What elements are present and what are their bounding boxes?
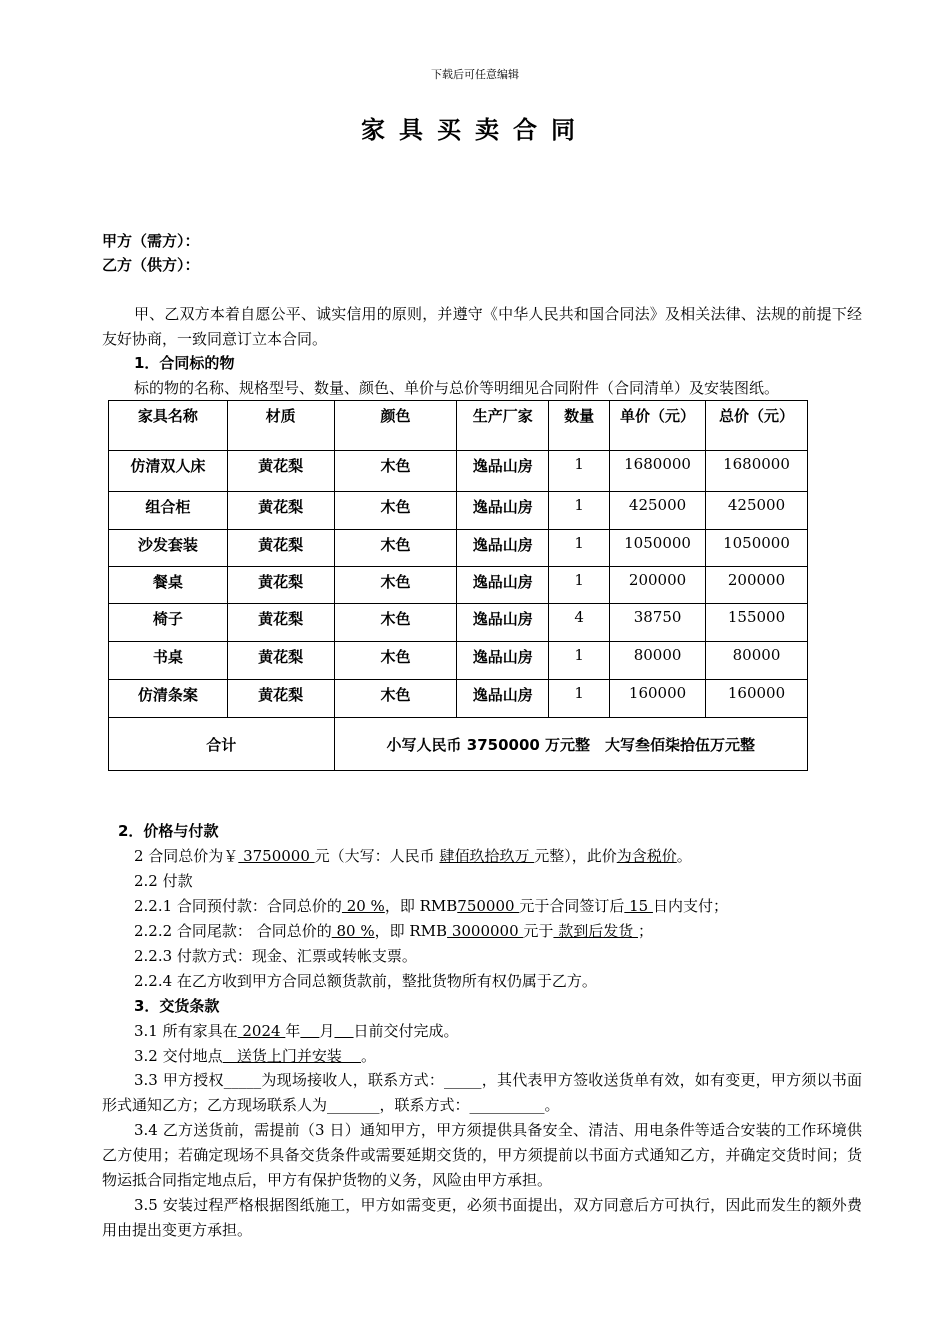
- table-cell: 黄花梨: [227, 680, 334, 718]
- table-cell: 160000: [706, 680, 808, 718]
- table-row: [109, 642, 808, 680]
- table-cell: 4: [549, 604, 610, 642]
- table-cell: 80000: [610, 642, 706, 680]
- payment-heading: 2.2 付款: [134, 872, 193, 890]
- delivery-date-line: 3.1 所有家具在 2024 年 月 日前交付完成。: [134, 1022, 459, 1040]
- party-b-label: 乙方（供方）：: [102, 256, 200, 274]
- table-row: [109, 492, 808, 530]
- table-cell: 黄花梨: [227, 451, 334, 492]
- header-cell: 单价（元）: [610, 401, 706, 451]
- header-cell: 总价（元）: [706, 401, 808, 451]
- clause-3-4: 3.4 乙方送货前，需提前（3 日）通知甲方，甲方须提供具备安全、清洁、用电条件等适合安装的工作环境供乙方使用；若确定现场不具备交货条件或需要延期交货的，甲方须提前以书面方式通知乙方，并确定交货时间；货物运抵合同指定地点后，甲方有保护货物的义务，风险由甲方承担。: [102, 1121, 862, 1189]
- table-cell: 木色: [334, 451, 457, 492]
- table-cell: 1680000: [610, 451, 706, 492]
- table-cell: 木色: [334, 680, 457, 718]
- table-cell: 椅子: [109, 604, 228, 642]
- table-cell: 木色: [334, 642, 457, 680]
- table-cell: 木色: [334, 567, 457, 604]
- table-total-row: [109, 718, 808, 771]
- table-cell: 1: [549, 451, 610, 492]
- party-a-label: 甲方（需方）：: [102, 232, 200, 250]
- table-cell: 1050000: [706, 530, 808, 567]
- table-cell: 1: [549, 642, 610, 680]
- header-cell: 生产厂家: [457, 401, 549, 451]
- table-cell: 木色: [334, 530, 457, 567]
- page-title: 家具买卖合同: [361, 116, 589, 144]
- table-cell: 黄花梨: [227, 567, 334, 604]
- header-cell: 颜色: [334, 401, 457, 451]
- table-cell: 1050000: [610, 530, 706, 567]
- table-cell: 逸品山房: [457, 492, 549, 530]
- table-cell: 1: [549, 567, 610, 604]
- clause-3-5: 3.5 安装过程严格根据图纸施工，甲方如需变更，必须书面提出，双方同意后方可执行，因此而发生的额外费用由提出变更方承担。: [102, 1196, 862, 1239]
- table-cell: 组合柜: [109, 492, 228, 530]
- table-cell: 逸品山房: [457, 567, 549, 604]
- table-cell: 逸品山房: [457, 530, 549, 567]
- table-cell: 黄花梨: [227, 642, 334, 680]
- price-line: 2 合同总价为￥ 3750000 元（大写：人民币 肆佰玖拾玖万 元整），此价为含税价。: [134, 847, 692, 865]
- header-note: 下载后可任意编辑: [431, 68, 519, 81]
- table-cell: 425000: [706, 492, 808, 530]
- table-cell: 逸品山房: [457, 642, 549, 680]
- table-cell: 黄花梨: [227, 530, 334, 567]
- table-row: [109, 451, 808, 492]
- section-1-title: 1．合同标的物: [134, 354, 235, 372]
- table-cell: 餐桌: [109, 567, 228, 604]
- header-cell: 家具名称: [109, 401, 228, 451]
- table-cell: 木色: [334, 604, 457, 642]
- table-cell: 逸品山房: [457, 451, 549, 492]
- header-cell: 数量: [549, 401, 610, 451]
- total-value: 小写人民币 3750000 万元整 大写叁佰柒拾伍万元整: [334, 718, 807, 771]
- table-cell: 仿清条案: [109, 680, 228, 718]
- clause-3-3: 3.3 甲方授权_____为现场接收人，联系方式：_____，其代表甲方签收送货单有效，如有变更，甲方须以书面形式通知乙方；乙方现场联系人为_______，联系方式：__________。: [102, 1071, 862, 1114]
- table-cell: 逸品山房: [457, 604, 549, 642]
- table-cell: 1: [549, 680, 610, 718]
- table-cell: 逸品山房: [457, 680, 549, 718]
- table-header-row: [109, 401, 808, 451]
- final-payment-line: 2.2.2 合同尾款： 合同总价的 80 %，即 RMB 3000000 元于 款到后发货 ；: [134, 922, 653, 940]
- table-row: [109, 530, 808, 567]
- table-row: [109, 567, 808, 604]
- table-cell: 沙发套装: [109, 530, 228, 567]
- header-cell: 材质: [227, 401, 334, 451]
- table-cell: 黄花梨: [227, 604, 334, 642]
- table-cell: 书桌: [109, 642, 228, 680]
- delivery-place-line: 3.2 交付地点 送货上门并安装 。: [134, 1047, 377, 1065]
- table-cell: 38750: [610, 604, 706, 642]
- table-cell: 425000: [610, 492, 706, 530]
- table-cell: 木色: [334, 492, 457, 530]
- total-label: 合计: [109, 718, 335, 771]
- table-cell: 200000: [610, 567, 706, 604]
- section-1-desc: 标的物的名称、规格型号、数量、颜色、单价与总价等明细见合同附件（合同清单）及安装图纸。: [134, 379, 780, 397]
- section-2-title: 2．价格与付款: [118, 822, 219, 840]
- ownership-line: 2.2.4 在乙方收到甲方合同总额货款前，整批货物所有权仍属于乙方。: [134, 972, 597, 990]
- prepayment-line: 2.2.1 合同预付款：合同总价的 20 %，即 RMB750000 元于合同签订后 15 日内支付；: [134, 897, 728, 915]
- table-cell: 160000: [610, 680, 706, 718]
- payment-method-line: 2.2.3 付款方式：现金、汇票或转帐支票。: [134, 947, 417, 965]
- section-3-title: 3．交货条款: [134, 997, 220, 1015]
- table-cell: 1: [549, 492, 610, 530]
- table-cell: 仿清双人床: [109, 451, 228, 492]
- table-row: [109, 604, 808, 642]
- furniture-table: [108, 400, 808, 771]
- table-cell: 黄花梨: [227, 492, 334, 530]
- intro-paragraph: 甲、乙双方本着自愿公平、诚实信用的原则，并遵守《中华人民共和国合同法》及相关法律、法规的前提下经友好协商，一致同意订立本合同。: [102, 305, 862, 348]
- table-row: [109, 680, 808, 718]
- table-cell: 1680000: [706, 451, 808, 492]
- table-cell: 80000: [706, 642, 808, 680]
- table-cell: 155000: [706, 604, 808, 642]
- table-cell: 200000: [706, 567, 808, 604]
- table-cell: 1: [549, 530, 610, 567]
